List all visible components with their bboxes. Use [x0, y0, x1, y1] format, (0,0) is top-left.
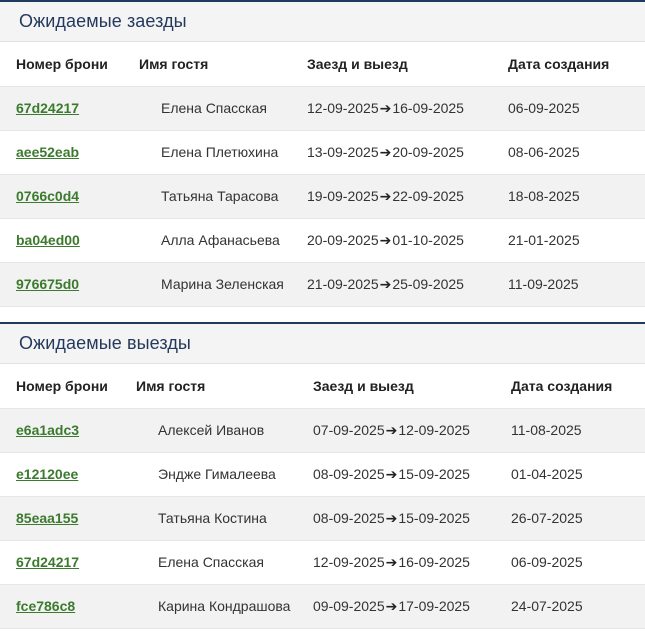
arrow-right-icon: ➔: [385, 509, 398, 526]
table-row: [0, 452, 645, 496]
guest-name: Алла Афанасьева: [123, 218, 307, 262]
booking-link[interactable]: ba04ed00: [16, 232, 80, 248]
booking-link[interactable]: 67d24217: [16, 100, 80, 116]
stay-dates: [313, 540, 510, 584]
created-date: 11-08-2025: [510, 408, 645, 452]
guest-name: Карина Кондрашова: [120, 584, 313, 628]
created-date: 18-08-2025: [507, 174, 645, 218]
stay-dates: [313, 584, 510, 628]
guest-name: Татьяна Тарасова: [123, 174, 307, 218]
checkout-date: 17-09-2025: [398, 597, 470, 614]
checkout-date: 20-09-2025: [392, 143, 464, 160]
arrow-right-icon: ➔: [379, 275, 392, 292]
booking-link[interactable]: 85eaa155: [16, 510, 79, 526]
col-stay-dates: Заезд и выезд: [313, 364, 510, 408]
booking-link[interactable]: 67d24217: [16, 554, 80, 570]
guest-name: Елена Спасская: [120, 540, 313, 584]
created-date: 21-01-2025: [507, 218, 645, 262]
checkout-date: 16-09-2025: [398, 553, 470, 570]
created-date: 26-07-2025: [510, 496, 645, 540]
arrow-right-icon: ➔: [379, 187, 392, 204]
col-booking-number: Номер брони: [0, 364, 120, 408]
arrow-right-icon: ➔: [379, 99, 392, 116]
guest-name: Елена Спасская: [123, 86, 307, 130]
table-row: [0, 218, 645, 262]
table-row: [0, 496, 645, 540]
guest-name: Татьяна Костина: [120, 496, 313, 540]
checkin-date: 12-09-2025: [307, 99, 379, 116]
checkout-date: 15-09-2025: [398, 509, 470, 526]
stay-dates: [307, 174, 507, 218]
guest-name: Елена Плетюхина: [123, 130, 307, 174]
arrivals-table: [0, 42, 645, 307]
col-created-date: Дата создания: [510, 364, 645, 408]
checkout-date: 12-09-2025: [398, 421, 470, 438]
col-created-date: Дата создания: [507, 42, 645, 86]
table-row: [0, 130, 645, 174]
created-date: 11-09-2025: [507, 262, 645, 306]
stay-dates: [313, 452, 510, 496]
checkin-date: 07-09-2025: [313, 421, 385, 438]
arrow-right-icon: ➔: [385, 421, 398, 438]
booking-link[interactable]: 976675d0: [16, 276, 80, 292]
table-row: [0, 584, 645, 628]
col-guest-name: Имя гостя: [120, 364, 313, 408]
guest-name: Эндже Гималеева: [120, 452, 313, 496]
table-row: [0, 86, 645, 130]
arrow-right-icon: ➔: [385, 553, 398, 570]
departures-panel: [0, 322, 645, 644]
arrow-right-icon: ➔: [385, 597, 398, 614]
arrivals-header-row: [0, 42, 645, 86]
checkin-date: 19-09-2025: [307, 187, 379, 204]
checkout-date: 22-09-2025: [392, 187, 464, 204]
booking-link[interactable]: e6a1adc3: [16, 422, 80, 438]
departures-table: [0, 364, 645, 629]
col-booking-number: Номер брони: [0, 42, 123, 86]
stay-dates: [307, 86, 507, 130]
col-stay-dates: Заезд и выезд: [307, 42, 507, 86]
departures-header-row: [0, 364, 645, 408]
guest-name: Марина Зеленская: [123, 262, 307, 306]
created-date: 06-09-2025: [507, 86, 645, 130]
arrow-right-icon: ➔: [385, 465, 398, 482]
booking-link[interactable]: e12120ee: [16, 466, 79, 482]
arrow-right-icon: ➔: [379, 143, 392, 160]
booking-link[interactable]: aee52eab: [16, 144, 80, 160]
created-date: 24-07-2025: [510, 584, 645, 628]
col-guest-name: Имя гостя: [123, 42, 307, 86]
table-row: [0, 540, 645, 584]
stay-dates: [307, 262, 507, 306]
departures-title: Ожидаемые выезды: [19, 333, 191, 353]
booking-link[interactable]: 0766c0d4: [16, 188, 80, 204]
booking-link[interactable]: fce786c8: [16, 598, 76, 614]
checkin-date: 21-09-2025: [307, 275, 379, 292]
guest-name: Алексей Иванов: [120, 408, 313, 452]
checkin-date: 08-09-2025: [313, 465, 385, 482]
created-date: 06-09-2025: [510, 540, 645, 584]
created-date: 08-06-2025: [507, 130, 645, 174]
checkin-date: 12-09-2025: [313, 553, 385, 570]
checkout-date: 25-09-2025: [392, 275, 464, 292]
checkout-date: 16-09-2025: [392, 99, 464, 116]
stay-dates: [313, 496, 510, 540]
departures-header: [0, 324, 645, 364]
arrivals-title: Ожидаемые заезды: [19, 11, 187, 31]
table-row: [0, 174, 645, 218]
checkout-date: 15-09-2025: [398, 465, 470, 482]
checkin-date: 13-09-2025: [307, 143, 379, 160]
checkin-date: 09-09-2025: [313, 597, 385, 614]
arrow-right-icon: ➔: [379, 231, 392, 248]
stay-dates: [307, 130, 507, 174]
stay-dates: [307, 218, 507, 262]
checkin-date: 20-09-2025: [307, 231, 379, 248]
table-row: [0, 262, 645, 306]
stay-dates: [313, 408, 510, 452]
table-row: [0, 408, 645, 452]
arrivals-header: [0, 2, 645, 42]
created-date: 01-04-2025: [510, 452, 645, 496]
checkin-date: 08-09-2025: [313, 509, 385, 526]
checkout-date: 01-10-2025: [392, 231, 464, 248]
